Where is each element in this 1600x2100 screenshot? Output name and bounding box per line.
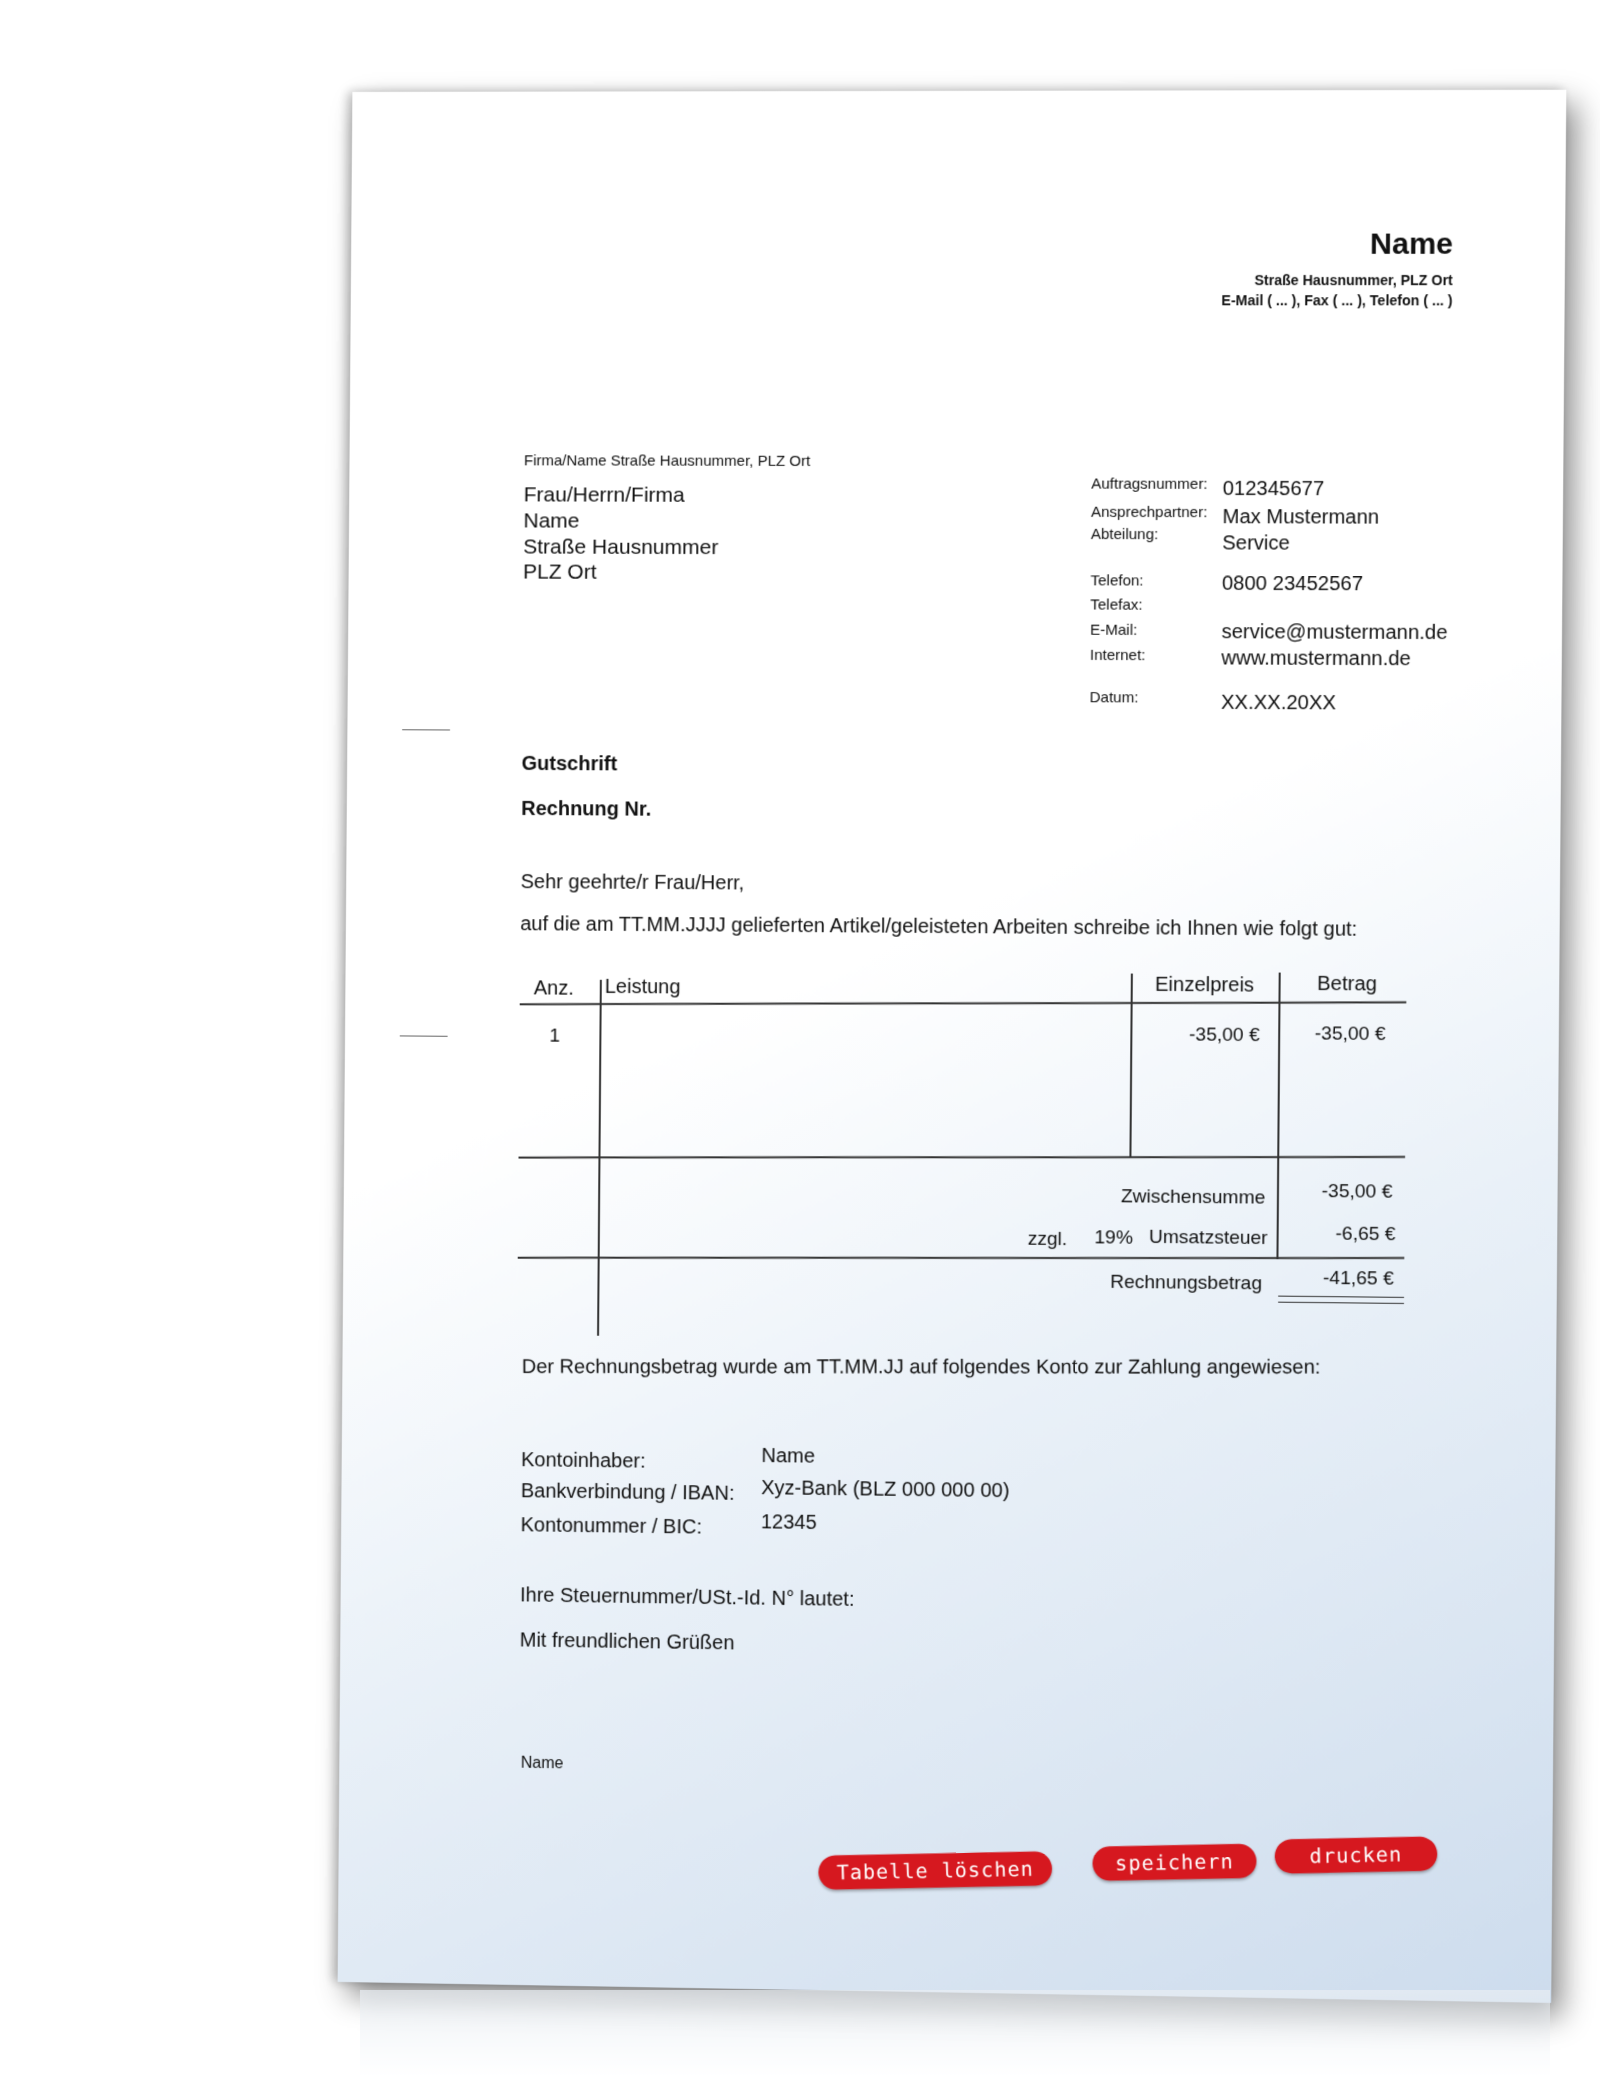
subtotal-value: -35,00 €: [1321, 1180, 1393, 1203]
account-bic-value: 12345: [760, 1511, 817, 1535]
phone-label: Telefon:: [1090, 572, 1144, 590]
total-underline-2: [1278, 1302, 1404, 1305]
website-value: www.mustermann.de: [1221, 647, 1411, 671]
signature-name: Name: [520, 1754, 564, 1773]
letterhead-contact: E-Mail ( ... ), Fax ( ... ), Telefon ( ... ): [1221, 292, 1453, 309]
column-divider-service: [1129, 974, 1132, 1157]
recipient-name: Name: [523, 509, 580, 533]
email-label: E-Mail:: [1090, 621, 1138, 639]
total-value: -41,65 €: [1322, 1267, 1394, 1290]
order-number-label: Auftragsnummer:: [1091, 475, 1208, 493]
account-bic-label: Kontonummer / BIC:: [520, 1514, 702, 1539]
date-value: XX.XX.20XX: [1220, 691, 1337, 715]
print-button[interactable]: drucken: [1274, 1836, 1437, 1873]
invoice-number: Rechnung Nr.: [521, 797, 652, 821]
header-unit-price: Einzelpreis: [1154, 973, 1255, 997]
header-underline: [520, 1001, 1407, 1004]
fold-mark-top: [402, 729, 450, 730]
clear-table-button[interactable]: Tabelle löschen: [818, 1851, 1052, 1890]
recipient-salutation: Frau/Herrn/Firma: [523, 483, 685, 507]
tax-label: Umsatzsteuer: [1148, 1226, 1268, 1250]
tax-prefix: zzgl.: [1027, 1228, 1068, 1251]
contact-person-value: Max Mustermann: [1222, 506, 1380, 529]
intro-text: auf die am TT.MM.JJJJ gelieferten Artikel/geleisteten Arbeiten schreibe ich Ihnen wie folgt gut:: [520, 913, 1358, 941]
letterhead-address: Straße Hausnummer, PLZ Ort: [1254, 271, 1453, 289]
subtotal-label: Zwischensumme: [1120, 1186, 1266, 1209]
tax-id-line: Ihre Steuernummer/USt.-Id. N° lautet:: [519, 1584, 855, 1611]
contact-person-label: Ansprechpartner:: [1090, 503, 1208, 522]
row-qty: 1: [549, 1025, 561, 1047]
recipient-street: Straße Hausnummer: [523, 535, 719, 560]
order-number-value: 012345677: [1222, 477, 1325, 501]
fold-mark-middle: [400, 1035, 448, 1036]
fax-label: Telefax:: [1090, 596, 1143, 614]
greeting: Sehr geehrte/r Frau/Herr,: [520, 871, 745, 895]
department-value: Service: [1222, 532, 1290, 555]
recipient-city: PLZ Ort: [523, 560, 597, 584]
department-label: Abteilung:: [1090, 525, 1159, 544]
total-label: Rechnungsbetrag: [1110, 1271, 1263, 1295]
phone-value: 0800 23452567: [1221, 572, 1364, 596]
header-amount: Betrag: [1317, 972, 1378, 996]
bank-iban-label: Bankverbindung / IBAN:: [520, 1480, 735, 1505]
items-bottom-line: [519, 1156, 1406, 1158]
tax-bottom-line: [518, 1257, 1405, 1259]
account-holder-value: Name: [761, 1444, 816, 1468]
sender-return-line: Firma/Name Straße Hausnummer, PLZ Ort: [523, 452, 811, 470]
tax-value: -6,65 €: [1335, 1223, 1396, 1246]
row-amount: -35,00 €: [1314, 1023, 1386, 1046]
date-label: Datum:: [1089, 689, 1139, 707]
email-value: service@mustermann.de: [1221, 621, 1448, 645]
closing-line: Mit freundlichen Grüßen: [519, 1629, 735, 1655]
bank-iban-value: Xyz-Bank (BLZ 000 000 00): [761, 1477, 1010, 1503]
website-label: Internet:: [1089, 646, 1146, 665]
column-divider-price: [1276, 973, 1280, 1260]
document-page: [338, 90, 1567, 2003]
total-underline-1: [1278, 1296, 1404, 1298]
header-service: Leistung: [604, 975, 681, 999]
document-title: Gutschrift: [521, 752, 618, 776]
tax-rate: 19%: [1094, 1227, 1133, 1249]
payment-intro: Der Rechnungsbetrag wurde am TT.MM.JJ auf folgendes Konto zur Zahlung angewiesen:: [521, 1355, 1321, 1379]
credit-table: [517, 973, 1407, 1373]
header-qty: Anz.: [533, 977, 574, 1000]
save-button[interactable]: speichern: [1092, 1844, 1257, 1881]
account-holder-label: Kontoinhaber:: [521, 1449, 646, 1473]
letterhead-name: Name: [1369, 227, 1454, 261]
row-unit-price: -35,00 €: [1188, 1024, 1260, 1047]
page-reflection: [360, 1990, 1550, 2080]
